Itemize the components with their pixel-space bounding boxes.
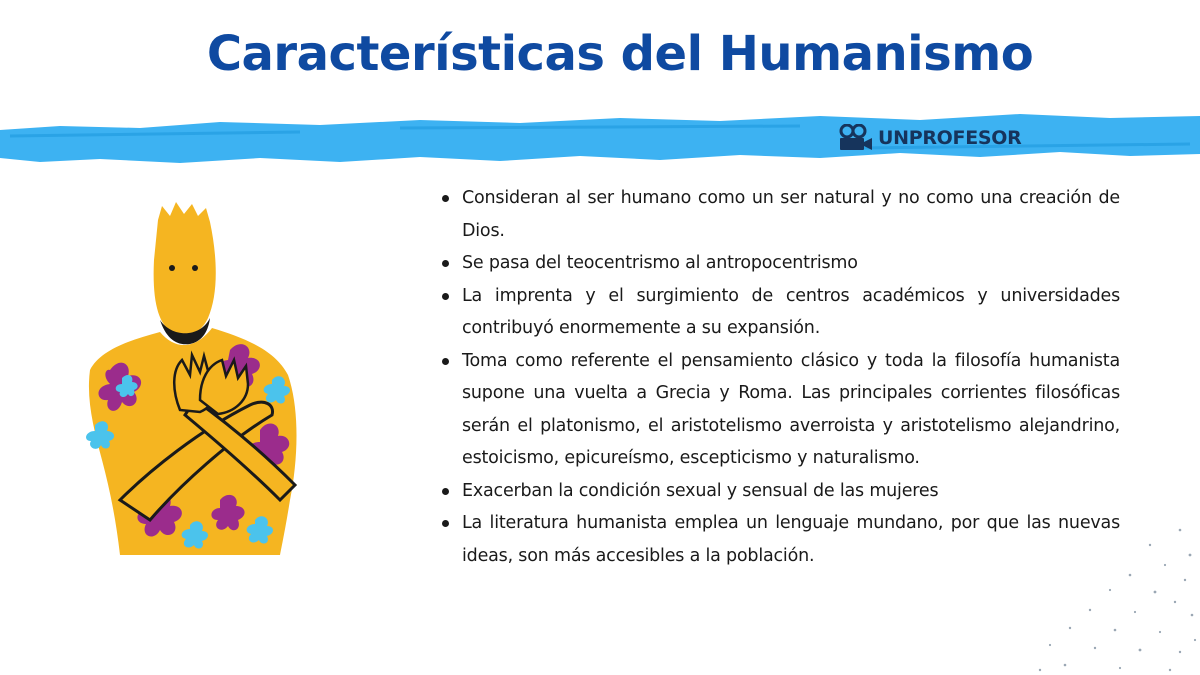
list-item: La imprenta y el surgimiento de centros académicos y universidades contribuyó enormemente a su expansión. — [440, 280, 1120, 345]
list-item: Consideran al ser humano como un ser natural y no como una creación de Dios. — [440, 182, 1120, 247]
list-item: Se pasa del teocentrismo al antropocentrismo — [440, 247, 1120, 280]
list-item: La literatura humanista emplea un lenguaje mundano, por que las nuevas ideas, son más accesibles a la población. — [440, 507, 1120, 572]
characteristics-list — [440, 182, 1120, 572]
list-item: Toma como referente el pensamiento clásico y toda la filosofía humanista supone una vuelta a Grecia y Roma. Las principales corrientes filosóficas serán el platonismo, el aristotelismo averroista y aristotelismo alejandrino, estoicismo, epicureísmo, escepticismo y naturalismo. — [440, 345, 1120, 475]
person-hands-on-chest-illustration — [50, 200, 340, 555]
page-title: Características del Humanismo — [206, 26, 1034, 82]
film-camera-icon — [838, 124, 874, 152]
brand-logo — [838, 124, 1021, 152]
decorative-dots — [1030, 520, 1200, 675]
list-item: Exacerban la condición sexual y sensual de las mujeres — [440, 475, 1120, 508]
brand-name: UNPROFESOR — [878, 127, 1022, 149]
